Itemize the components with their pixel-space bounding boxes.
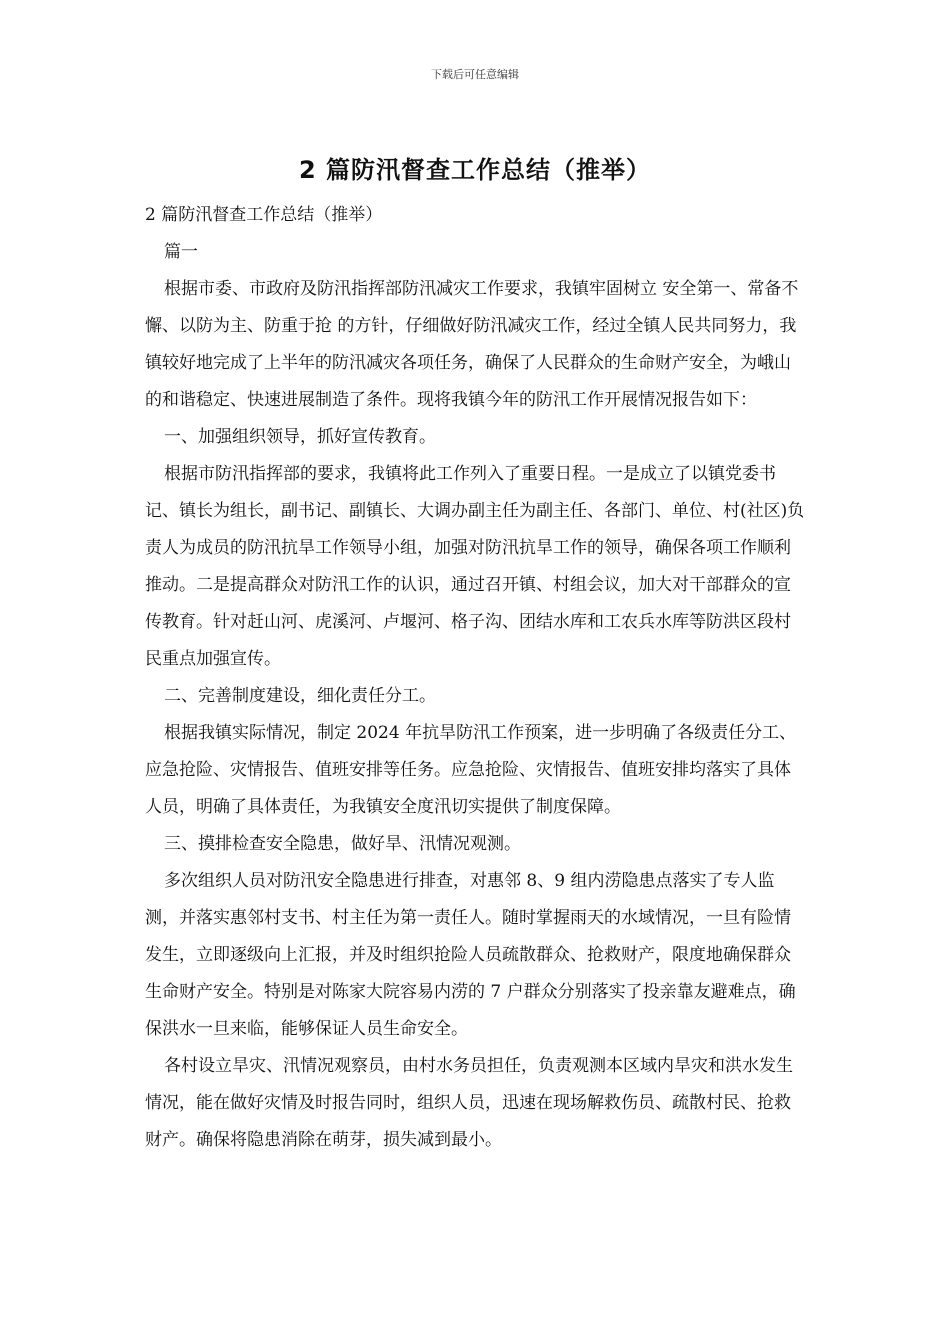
intro-paragraph: 根据市委、市政府及防汛指挥部防汛减灾工作要求，我镇牢固树立 安全第一、常备不懈、以防为主、防重于抢 的方针，仔细做好防汛减灾工作，经过全镇人民共同努力，我镇较好地完成了上半年的防汛减灾各项任务，确保了人民群众的生命财产安全，为峨山的和谐稳定、快速进展制造了条件。现将我镇今年的防汛工作开展情况报告如下： (145, 279, 799, 410)
section-2-paragraph: 根据我镇实际情况，制定 2024 年抗旱防汛工作预案，进一步明确了各级责任分工、应急抢险、灾情报告、值班安排等任务。应急抢险、灾情报告、值班安排均落实了具体人员，明确了具体责任，为我镇安全度汛切实提供了制度保障。 (145, 723, 797, 817)
section-label-paragraph: 篇一 (164, 242, 198, 262)
section-heading-1: 一、加强组织领导，抓好宣传教育。 (164, 427, 436, 447)
document-body (145, 197, 807, 1159)
subtitle-paragraph: 2 篇防汛督查工作总结（推举） (145, 205, 383, 225)
section-heading-2: 二、完善制度建设，细化责任分工。 (164, 686, 436, 706)
section-3-paragraph-2: 各村设立旱灾、汛情况观察员，由村水务员担任，负责观测本区域内旱灾和洪水发生情况，能在做好灾情及时报告同时，组织人员，迅速在现场解救伤员、疏散村民、抢救财产。确保将隐患消除在萌芽，损失减到最小。 (145, 1056, 793, 1150)
section-3-paragraph-1: 多次组织人员对防汛安全隐患进行排查，对惠邻 8、9 组内涝隐患点落实了专人监测，并落实惠邻村支书、村主任为第一责任人。随时掌握雨天的水域情况，一旦有险情发生，立即逐级向上汇报，并及时组织抢险人员疏散群众、抢救财产，限度地确保群众生命财产安全。特别是对陈家大院容易内涝的 7 户群众分别落实了投亲靠友避难点，确保洪水一旦来临，能够保证人员生命安全。 (145, 871, 796, 1039)
section-1-paragraph: 根据市防汛指挥部的要求，我镇将此工作列入了重要日程。一是成立了以镇党委书记、镇长为组长，副书记、副镇长、大调办副主任为副主任、各部门、单位、村(社区)负责人为成员的防汛抗旱工作领导小组，加强对防汛抗旱工作的领导，确保各项工作顺利推动。二是提高群众对防汛工作的认识，通过召开镇、村组会议，加大对干部群众的宣传教育。针对赶山河、虎溪河、卢堰河、格子沟、团结水库和工农兵水库等防洪区段村民重点加强宣传。 (145, 464, 805, 669)
section-heading-3: 三、摸排检查安全隐患，做好旱、汛情况观测。 (164, 834, 521, 854)
document-title: 2 篇防汛督查工作总结（推举） (298, 156, 652, 184)
page-header-note: 下载后可任意编辑 (431, 68, 519, 81)
